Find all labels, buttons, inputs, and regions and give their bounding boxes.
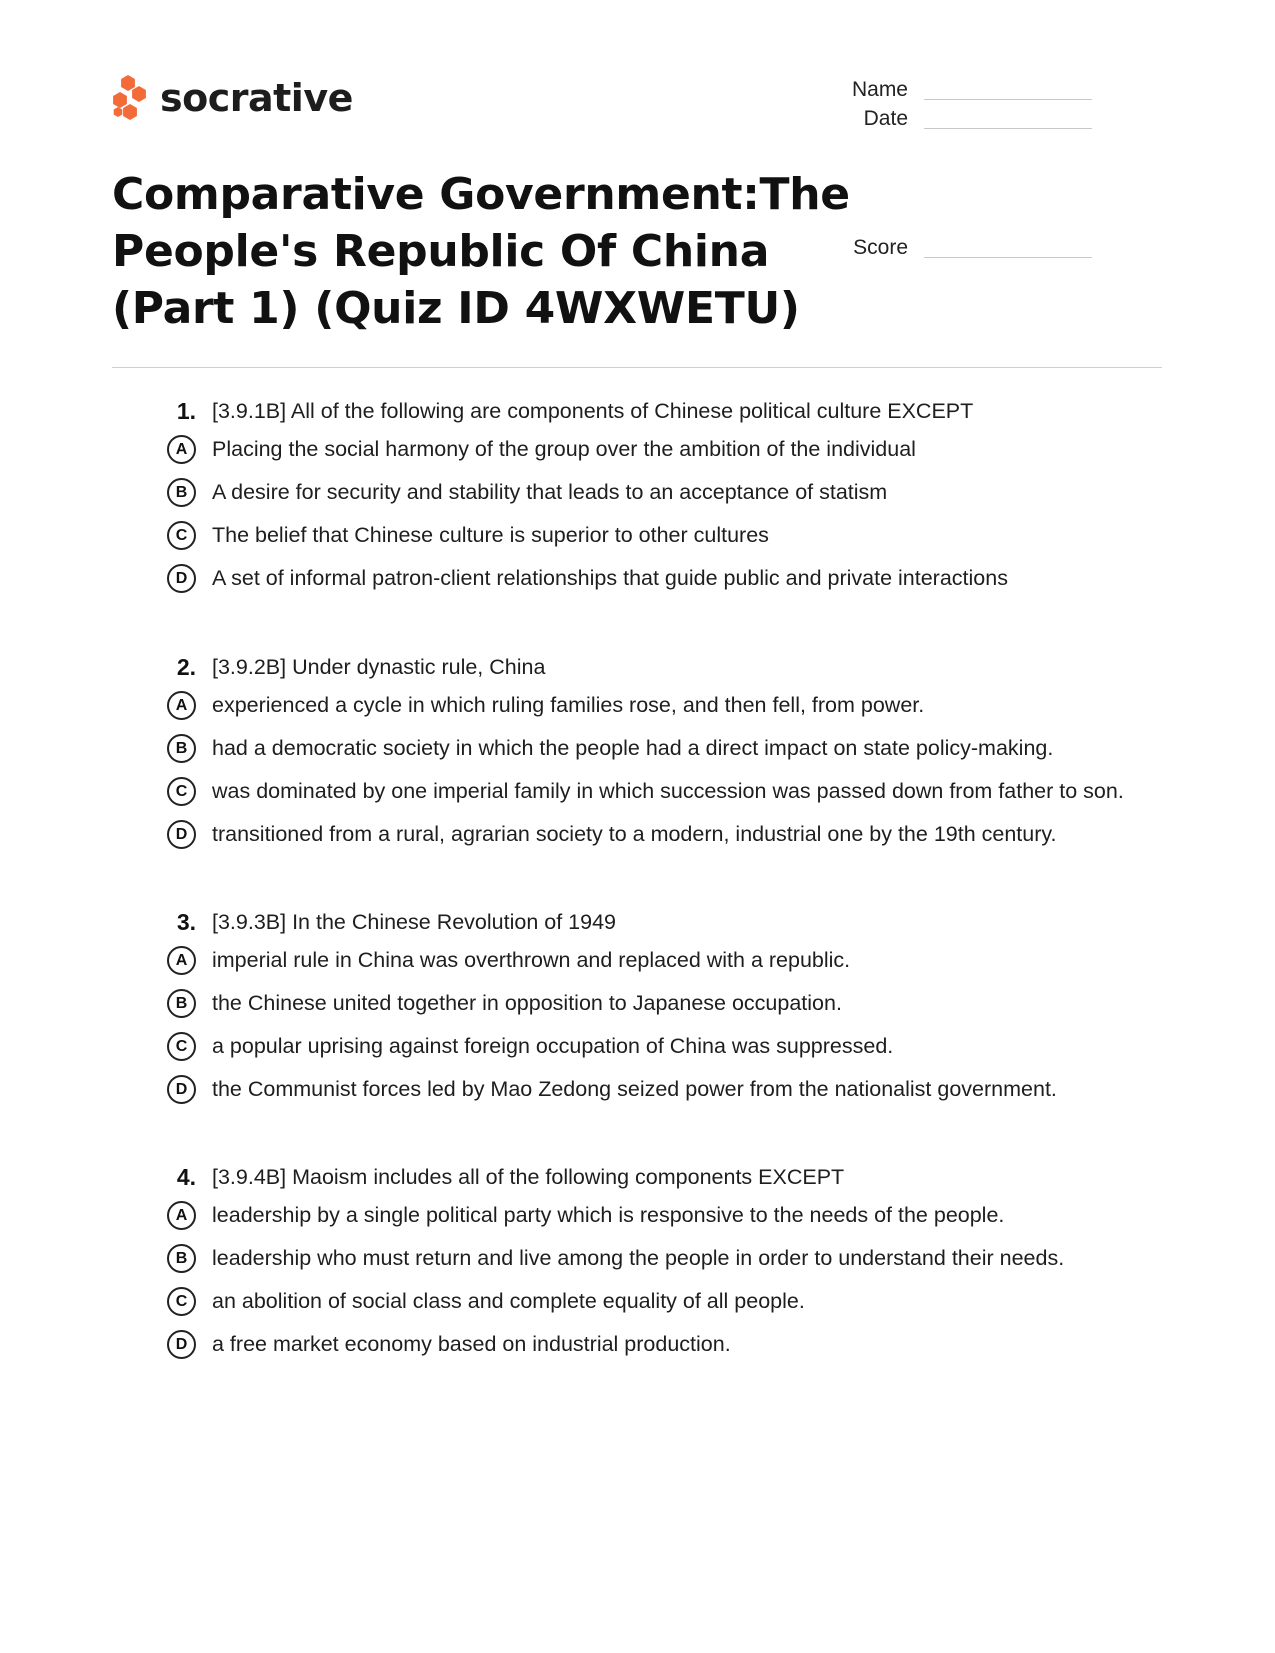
date-line[interactable] xyxy=(924,128,1092,129)
answer-option-b[interactable] xyxy=(160,982,1220,1025)
score-label: Score xyxy=(853,236,908,259)
question-3 xyxy=(160,905,1220,1111)
logo-wordmark: socrative xyxy=(160,76,353,120)
option-text: A set of informal patron-client relationships that guide public and private interactions xyxy=(212,566,1008,590)
question-header xyxy=(160,394,1220,428)
option-text: the Communist forces led by Mao Zedong seized power from the nationalist government. xyxy=(212,1077,1057,1101)
option-letter-circle[interactable]: C xyxy=(167,521,196,550)
option-letter-circle[interactable]: A xyxy=(167,691,196,720)
option-letter-circle[interactable]: D xyxy=(167,564,196,593)
date-field[interactable] xyxy=(816,106,1092,132)
answer-option-a[interactable] xyxy=(160,1194,1220,1237)
question-number: 4. xyxy=(176,1163,196,1190)
option-text: the Chinese united together in opposition to Japanese occupation. xyxy=(212,991,842,1015)
option-letter-circle[interactable]: D xyxy=(167,1075,196,1104)
question-1 xyxy=(160,394,1220,600)
option-text: A desire for security and stability that leads to an acceptance of statism xyxy=(212,480,888,504)
answer-option-a[interactable] xyxy=(160,939,1220,982)
page-title: Comparative Government:The People's Republic Of China (Part 1) (Quiz ID 4WXWETU) xyxy=(112,169,850,334)
option-text: leadership by a single political party which is responsive to the needs of the people. xyxy=(212,1203,1005,1227)
answer-option-a[interactable] xyxy=(160,428,1220,471)
question-number: 2. xyxy=(176,653,196,680)
option-text: a popular uprising against foreign occupation of China was suppressed. xyxy=(212,1034,894,1058)
question-number: 3. xyxy=(176,908,196,935)
question-header xyxy=(160,650,1220,684)
date-label: Date xyxy=(863,107,908,130)
option-text: imperial rule in China was overthrown and replaced with a republic. xyxy=(212,948,851,972)
option-text: was dominated by one imperial family in which succession was passed down from father to son. xyxy=(212,779,1124,803)
question-header xyxy=(160,1160,1220,1194)
option-letter-circle[interactable]: B xyxy=(167,989,196,1018)
answer-option-c[interactable] xyxy=(160,1280,1220,1323)
answer-option-d[interactable] xyxy=(160,1323,1220,1366)
option-text: a free market economy based on industrial production. xyxy=(212,1332,731,1356)
option-letter-circle[interactable]: B xyxy=(167,1244,196,1273)
question-text: [3.9.2B] Under dynastic rule, China xyxy=(212,654,546,679)
name-line[interactable] xyxy=(924,99,1092,100)
option-text: The belief that Chinese culture is superior to other cultures xyxy=(212,523,769,547)
question-2 xyxy=(160,650,1220,856)
answer-option-b[interactable] xyxy=(160,1237,1220,1280)
name-field[interactable] xyxy=(816,77,1092,103)
question-number: 1. xyxy=(176,397,196,424)
option-letter-circle[interactable]: C xyxy=(167,1287,196,1316)
question-text: [3.9.4B] Maoism includes all of the following components EXCEPT xyxy=(212,1164,845,1189)
option-text: leadership who must return and live among the people in order to understand their needs. xyxy=(212,1246,1065,1270)
option-letter-circle[interactable]: C xyxy=(167,1032,196,1061)
answer-option-d[interactable] xyxy=(160,1068,1220,1111)
option-letter-circle[interactable]: B xyxy=(167,734,196,763)
option-text: an abolition of social class and complete equality of all people. xyxy=(212,1289,805,1313)
question-4 xyxy=(160,1160,1220,1366)
option-letter-circle[interactable]: B xyxy=(167,478,196,507)
answer-option-c[interactable] xyxy=(160,770,1220,813)
socrative-hexagons-icon xyxy=(112,74,148,122)
option-letter-circle[interactable]: A xyxy=(167,1201,196,1230)
answer-option-a[interactable] xyxy=(160,684,1220,727)
question-text: [3.9.3B] In the Chinese Revolution of 1949 xyxy=(212,909,616,934)
header-divider xyxy=(112,367,1162,368)
option-text: experienced a cycle in which ruling families rose, and then fell, from power. xyxy=(212,693,925,717)
answer-option-b[interactable] xyxy=(160,727,1220,770)
answer-option-c[interactable] xyxy=(160,1025,1220,1068)
answer-option-d[interactable] xyxy=(160,813,1220,856)
name-label: Name xyxy=(851,78,908,101)
answer-option-c[interactable] xyxy=(160,514,1220,557)
socrative-logo xyxy=(112,72,353,124)
option-letter-circle[interactable]: D xyxy=(167,820,196,849)
answer-option-b[interactable] xyxy=(160,471,1220,514)
option-text: had a democratic society in which the people had a direct impact on state policy-making. xyxy=(212,736,1054,760)
question-text: [3.9.1B] All of the following are components of Chinese political culture EXCEPT xyxy=(212,398,974,423)
question-header xyxy=(160,905,1220,939)
score-line[interactable] xyxy=(924,257,1092,258)
option-letter-circle[interactable]: C xyxy=(167,777,196,806)
option-text: transitioned from a rural, agrarian society to a modern, industrial one by the 19th century. xyxy=(212,822,1057,846)
option-letter-circle[interactable]: D xyxy=(167,1330,196,1359)
option-letter-circle[interactable]: A xyxy=(167,435,196,464)
option-letter-circle[interactable]: A xyxy=(167,946,196,975)
option-text: Placing the social harmony of the group over the ambition of the individual xyxy=(212,437,916,461)
answer-option-d[interactable] xyxy=(160,557,1220,600)
